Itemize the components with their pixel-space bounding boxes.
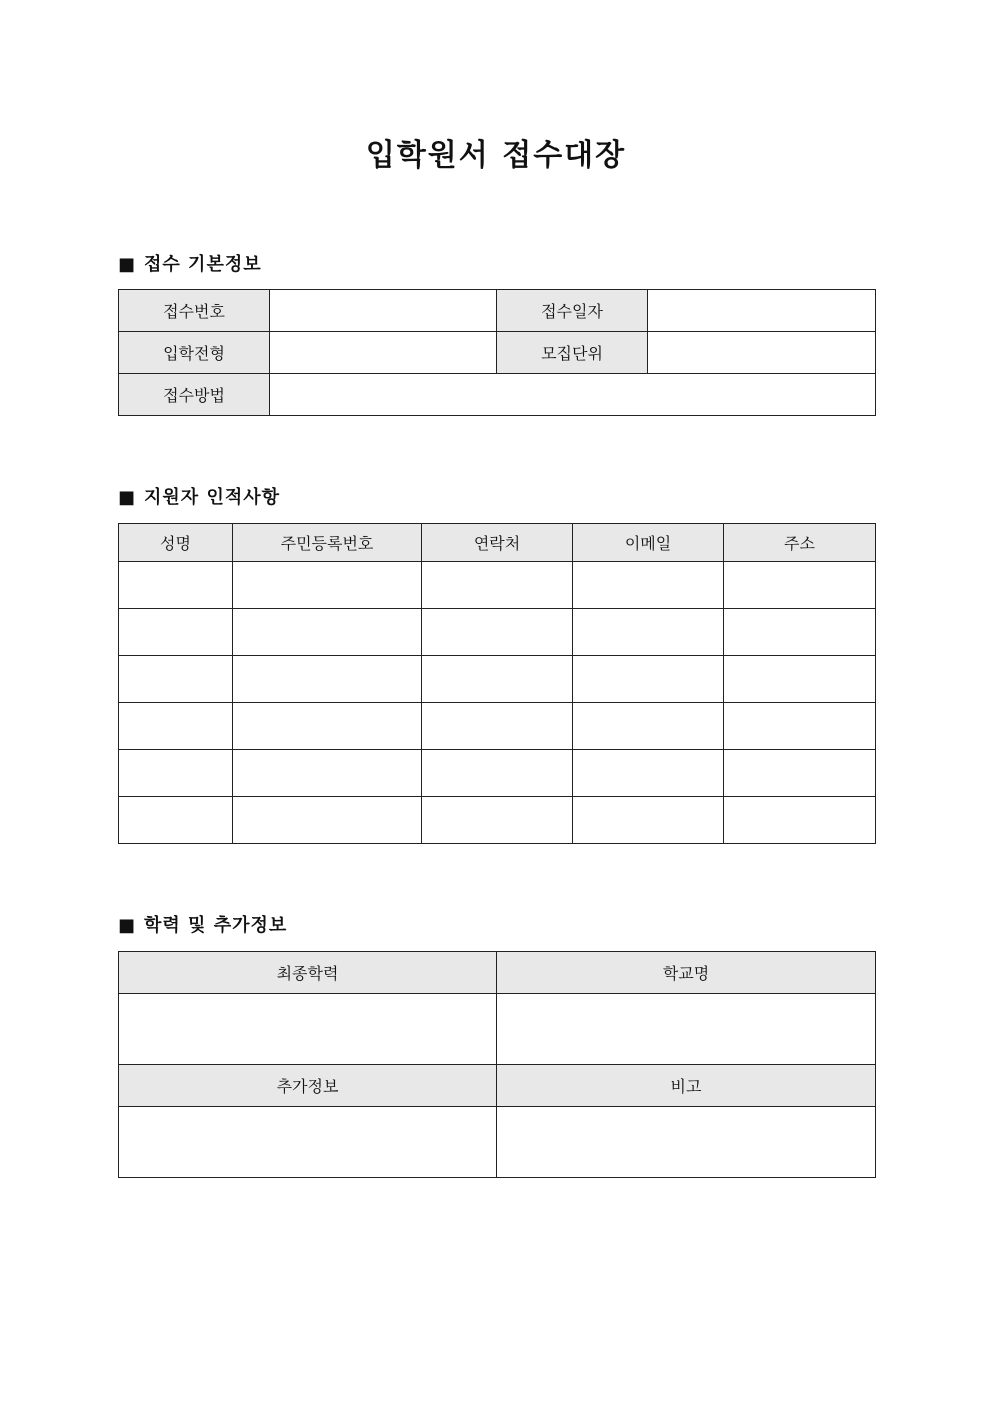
receipt-no-field[interactable]: [270, 290, 497, 332]
address-cell[interactable]: [724, 797, 876, 844]
final-education-field[interactable]: [119, 994, 497, 1065]
name-cell[interactable]: [119, 750, 233, 797]
table-header-row: [119, 1065, 876, 1107]
contact-cell[interactable]: [422, 797, 573, 844]
table-row: [119, 1107, 876, 1178]
table-header-row: [119, 952, 876, 994]
column-header-resident-no: 주민등록번호: [233, 524, 422, 562]
square-bullet-icon: ■: [118, 487, 137, 508]
resident-no-cell[interactable]: [233, 609, 422, 656]
recruit-unit-label: 모집단위: [497, 332, 648, 374]
section-heading-basic: [118, 253, 262, 277]
email-cell[interactable]: [573, 703, 724, 750]
resident-no-cell[interactable]: [233, 562, 422, 609]
final-education-label: 최종학력: [119, 952, 497, 994]
address-cell[interactable]: [724, 562, 876, 609]
email-cell[interactable]: [573, 609, 724, 656]
square-bullet-icon: ■: [118, 915, 137, 936]
table-row: [119, 374, 876, 416]
admission-type-label: 입학전형: [119, 332, 270, 374]
column-header-email: 이메일: [573, 524, 724, 562]
name-cell[interactable]: [119, 656, 233, 703]
receipt-date-field[interactable]: [648, 290, 876, 332]
page-title: 입학원서 접수대장: [365, 138, 627, 173]
column-header-address: 주소: [724, 524, 876, 562]
table-row: [119, 290, 876, 332]
section-heading-education: [118, 914, 287, 938]
resident-no-cell[interactable]: [233, 703, 422, 750]
column-header-name: 성명: [119, 524, 233, 562]
email-cell[interactable]: [573, 797, 724, 844]
receipt-date-label: 접수일자: [497, 290, 648, 332]
applicant-table: [118, 523, 876, 844]
address-cell[interactable]: [724, 750, 876, 797]
recruit-unit-field[interactable]: [648, 332, 876, 374]
address-cell[interactable]: [724, 609, 876, 656]
contact-cell[interactable]: [422, 750, 573, 797]
table-row: [119, 750, 876, 797]
contact-cell[interactable]: [422, 703, 573, 750]
table-row: [119, 609, 876, 656]
name-cell[interactable]: [119, 797, 233, 844]
resident-no-cell[interactable]: [233, 750, 422, 797]
email-cell[interactable]: [573, 562, 724, 609]
square-bullet-icon: ■: [118, 254, 137, 275]
table-row: [119, 656, 876, 703]
school-name-field[interactable]: [497, 994, 876, 1065]
resident-no-cell[interactable]: [233, 656, 422, 703]
contact-cell[interactable]: [422, 562, 573, 609]
column-header-contact: 연락처: [422, 524, 573, 562]
table-row: [119, 797, 876, 844]
contact-cell[interactable]: [422, 656, 573, 703]
admission-type-field[interactable]: [270, 332, 497, 374]
remarks-field[interactable]: [497, 1107, 876, 1178]
email-cell[interactable]: [573, 750, 724, 797]
email-cell[interactable]: [573, 656, 724, 703]
table-row: [119, 562, 876, 609]
receipt-method-label: 접수방법: [119, 374, 270, 416]
receipt-method-field[interactable]: [270, 374, 876, 416]
name-cell[interactable]: [119, 609, 233, 656]
section-heading-applicant-text: 지원자 인적사항: [144, 487, 280, 508]
additional-info-label: 추가정보: [119, 1065, 497, 1107]
name-cell[interactable]: [119, 562, 233, 609]
table-row: [119, 994, 876, 1065]
resident-no-cell[interactable]: [233, 797, 422, 844]
receipt-no-label: 접수번호: [119, 290, 270, 332]
section-heading-education-text: 학력 및 추가정보: [144, 915, 288, 936]
section-heading-applicant: [118, 486, 280, 510]
name-cell[interactable]: [119, 703, 233, 750]
address-cell[interactable]: [724, 656, 876, 703]
table-header-row: [119, 524, 876, 562]
address-cell[interactable]: [724, 703, 876, 750]
remarks-label: 비고: [497, 1065, 876, 1107]
table-row: [119, 703, 876, 750]
school-name-label: 학교명: [497, 952, 876, 994]
basic-info-table: [118, 289, 876, 416]
table-row: [119, 332, 876, 374]
section-heading-basic-text: 접수 기본정보: [144, 254, 262, 275]
contact-cell[interactable]: [422, 609, 573, 656]
additional-info-field[interactable]: [119, 1107, 497, 1178]
education-table: [118, 951, 876, 1178]
